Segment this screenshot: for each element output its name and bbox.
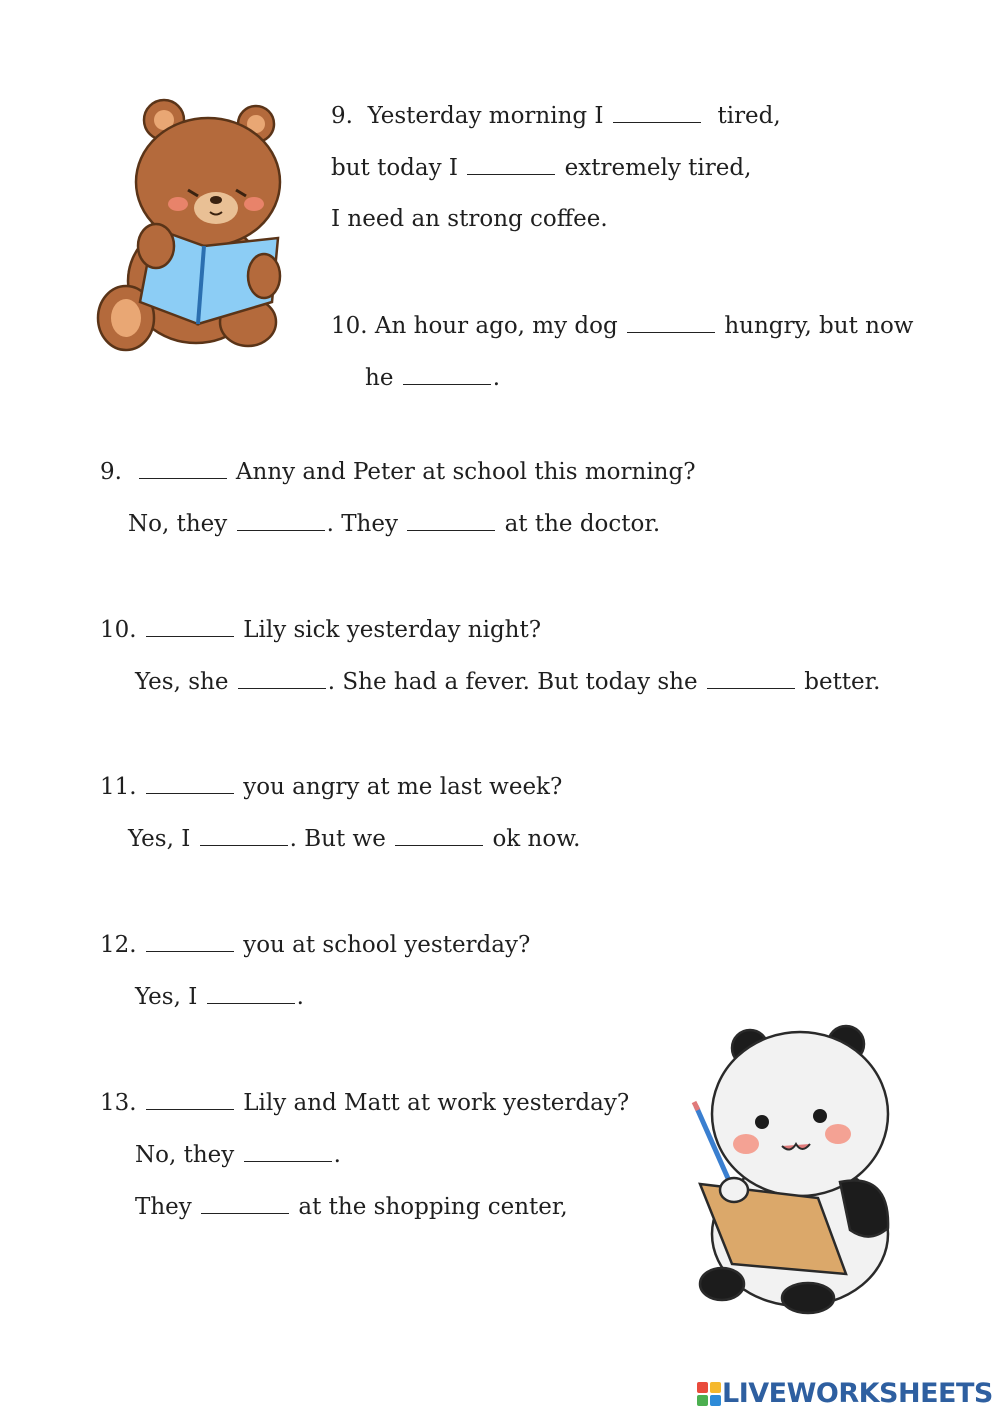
- q10b-blank-2[interactable]: [238, 666, 326, 689]
- q11-blank-3[interactable]: [395, 823, 483, 846]
- q12-text-3: .: [296, 984, 304, 1010]
- q9a-text-5: I need an strong coffee.: [331, 206, 608, 232]
- q12-text-1: you at school yesterday?: [243, 932, 531, 958]
- q10a-text-3: he: [365, 365, 394, 391]
- q9a-text-3: but today I: [331, 155, 459, 181]
- q13-text-2: No, they: [135, 1142, 235, 1168]
- q10a-blank-1[interactable]: [627, 310, 715, 333]
- q9b-text-1: Anny and Peter at school this morning?: [235, 459, 696, 485]
- liveworksheets-logo-icon: [696, 1381, 722, 1407]
- teddy-bear-reading-icon: [96, 96, 286, 354]
- q10b-blank-3[interactable]: [707, 666, 795, 689]
- q10b-blank-1[interactable]: [146, 614, 234, 637]
- q13-line-1: [100, 1087, 629, 1118]
- q10a-line-2: [365, 362, 500, 393]
- q13-number: 13.: [100, 1090, 137, 1116]
- q11-text-3: . But we: [289, 826, 386, 852]
- q13-line-3: [135, 1191, 568, 1222]
- q12-text-2: Yes, I: [135, 984, 198, 1010]
- q13-blank-2[interactable]: [244, 1139, 332, 1162]
- q11-text-2: Yes, I: [128, 826, 191, 852]
- q13-line-2: [135, 1139, 341, 1170]
- q11-number: 11.: [100, 774, 137, 800]
- q13-blank-1[interactable]: [146, 1087, 234, 1110]
- q9a-line-2: [331, 152, 751, 183]
- q10b-line-2: [135, 666, 880, 697]
- q11-line-2: [128, 823, 580, 854]
- q9b-blank-1[interactable]: [139, 456, 227, 479]
- q9b-line-1: [100, 456, 696, 487]
- q13-text-3: .: [333, 1142, 341, 1168]
- q9a-text-4: extremely tired,: [564, 155, 752, 181]
- q13-text-1: Lily and Matt at work yesterday?: [243, 1090, 630, 1116]
- q13-text-5: at the shopping center,: [298, 1194, 568, 1220]
- q9b-blank-2[interactable]: [237, 508, 325, 531]
- q11-blank-2[interactable]: [200, 823, 288, 846]
- q10a-blank-2[interactable]: [403, 362, 491, 385]
- q10a-text-4: .: [492, 365, 501, 391]
- q12-line-2: [135, 981, 304, 1012]
- q10b-text-2: Yes, she: [135, 669, 229, 695]
- q11-text-4: ok now.: [492, 826, 581, 852]
- q9a-number: 9.: [331, 103, 353, 129]
- q10b-line-1: [100, 614, 541, 645]
- q9a-text-1: Yesterday morning I: [367, 103, 604, 129]
- q9b-line-2: [128, 508, 660, 539]
- q9a-line-1: [331, 100, 781, 131]
- q13-text-4: They: [135, 1194, 192, 1220]
- q9b-text-3: . They: [326, 511, 398, 537]
- q10a-text-2: hungry, but now: [724, 313, 914, 339]
- q10b-text-3: . She had a fever. But today she: [327, 669, 698, 695]
- q10a-number: 10.: [331, 313, 368, 339]
- q9b-number: 9.: [100, 459, 122, 485]
- q9b-text-2: No, they: [128, 511, 228, 537]
- q10b-text-4: better.: [804, 669, 881, 695]
- q13-blank-3[interactable]: [201, 1191, 289, 1214]
- q10a-line-1: [331, 310, 914, 341]
- q12-line-1: [100, 929, 530, 960]
- liveworksheets-branding: [696, 1378, 993, 1409]
- q11-text-1: you angry at me last week?: [243, 774, 563, 800]
- liveworksheets-wordmark: LIVEWORKSHEETS: [722, 1378, 993, 1409]
- q12-blank-2[interactable]: [207, 981, 295, 1004]
- q10a-text-1: An hour ago, my dog: [374, 313, 618, 339]
- panda-writing-icon: [690, 1022, 900, 1317]
- q9b-text-4: at the doctor.: [504, 511, 661, 537]
- q10b-text-1: Lily sick yesterday night?: [243, 617, 542, 643]
- q12-number: 12.: [100, 932, 137, 958]
- q9a-blank-2[interactable]: [467, 152, 555, 175]
- q9a-text-2: tired,: [717, 103, 781, 129]
- q10b-number: 10.: [100, 617, 137, 643]
- q11-line-1: [100, 771, 562, 802]
- q9b-blank-3[interactable]: [407, 508, 495, 531]
- q9a-line-3: [331, 204, 608, 234]
- q9a-blank-1[interactable]: [613, 100, 701, 123]
- q12-blank-1[interactable]: [146, 929, 234, 952]
- q11-blank-1[interactable]: [146, 771, 234, 794]
